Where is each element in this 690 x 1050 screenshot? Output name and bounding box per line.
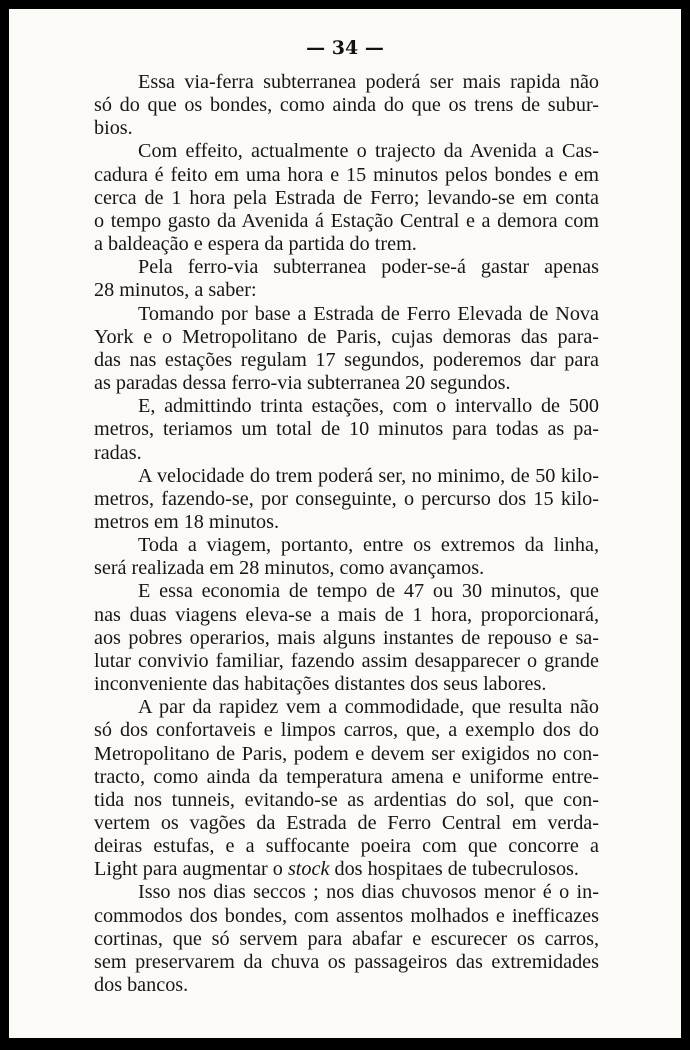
text-line: E essa economia de tempo de 47 ou 30 minutos, que — [138, 580, 599, 603]
text-line: Isso nos dias seccos ; nos dias chuvosos menor é o in- — [138, 881, 599, 904]
text-line: as paradas dessa ferro-via subterranea 20 segundos. — [94, 372, 511, 395]
text-line: cerca de 1 hora pela Estrada de Ferro; levando-se em conta — [94, 186, 599, 209]
text-line: bios. — [94, 117, 133, 140]
text-line: das nas estações regulam 17 segundos, poderemos dar para — [94, 348, 599, 371]
text-line: cadura é feito em uma hora e 15 minutos pelos bondes e em — [94, 163, 599, 186]
text-line: Pela ferro-via subterranea poder-se-á gastar apenas — [138, 256, 599, 279]
text-line: Toda a viagem, portanto, entre os extremos da linha, — [138, 534, 599, 557]
text-line: cortinas, que só servem para abafar e escurecer os carros, — [94, 927, 599, 950]
text-line: Light para augmentar o stock dos hospitaes de tubecrulosos. — [94, 858, 579, 881]
text-line: dos bancos. — [94, 974, 189, 997]
text-line: 28 minutos, a saber: — [94, 279, 257, 302]
text-line: nas duas viagens eleva-se a mais de 1 hora, proporcionará, — [94, 603, 599, 626]
text-line: só do que os bondes, como ainda do que os trens de subur- — [94, 94, 599, 117]
text-line: vertem os vagões da Estrada de Ferro Central em verda- — [94, 812, 599, 834]
text-line: A par da rapidez vem a commodidade, que resulta não — [138, 696, 599, 719]
book-page — [9, 9, 681, 1038]
text-line: York e o Metropolitano de Paris, cujas demoras das para- — [94, 325, 599, 348]
text-line: será realizada em 28 minutos, como avançamos. — [94, 557, 485, 580]
text-line: só dos confortaveis e limpos carros, que, a exemplo dos do — [94, 719, 599, 742]
text-line: metros, teriamos um total de 10 minutos para todas as pa- — [94, 418, 599, 441]
text-line: tida nos tunneis, evitando-se as ardentias do sol, que con- — [94, 788, 599, 811]
text-line: A velocidade do trem poderá ser, no minimo, de 50 kilo- — [138, 464, 599, 487]
text-line: lutar convivio familiar, fazendo assim desapparecer o grande — [94, 649, 599, 672]
text-line: Metropolitano de Paris, podem e devem ser exigidos no con- — [94, 742, 599, 765]
text-line: aos pobres operarios, mais alguns instantes de repouso e sa- — [94, 626, 599, 649]
text-line: metros em 18 minutos. — [94, 510, 280, 533]
text-line: o tempo gasto da Avenida á Estação Central e a demora com — [94, 209, 599, 232]
text-line: inconveniente das habitações distantes dos seus labores. — [94, 673, 547, 696]
text-line: deiras estufas, e a suffocante poeira com que concorre a — [94, 835, 599, 858]
text-line: metros, fazendo-se, por conseguinte, o percurso dos 15 kilo- — [94, 487, 599, 510]
text-line: tracto, como ainda da temperatura amena e uniforme entre- — [94, 765, 599, 788]
text-line: E, admittindo trinta estações, com o intervallo de 500 — [138, 395, 599, 418]
text-line: Com effeito, actualmente o trajecto da Avenida a Cas- — [138, 140, 599, 163]
text-line: radas. — [94, 441, 142, 464]
text-line: sem preservarem da chuva os passageiros das extremidades — [94, 950, 599, 973]
text-line: Essa via-ferra subterranea poderá ser mais rapida não — [138, 71, 599, 93]
text-line: Tomando por base a Estrada de Ferro Elevada de Nova — [138, 302, 599, 325]
text-line: a baldeação e espera da partida do trem. — [94, 233, 417, 256]
body-text — [94, 71, 599, 997]
italic-word: stock — [287, 858, 330, 881]
page-number: — 34 — — [306, 37, 384, 59]
text-line: commodos dos bondes, com assentos molhados e inefficazes — [94, 904, 599, 927]
